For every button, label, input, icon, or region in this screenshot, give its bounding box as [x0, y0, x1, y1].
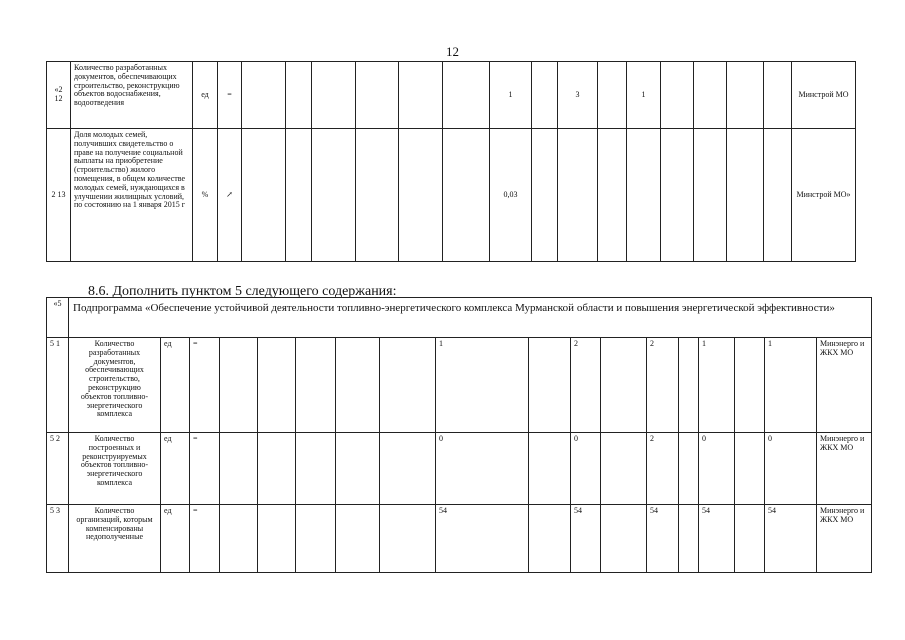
responsible-cell: Минэнерго и ЖКХ МО [817, 338, 872, 433]
value-cell: 1 [490, 62, 532, 129]
indicators-table-bottom [46, 297, 872, 573]
value-cell: 0,03 [490, 129, 532, 262]
indicators-table-top [46, 61, 856, 262]
subprogram-title: Подпрограмма «Обеспечение устойчивой деятельности топливно-энергетического комплекса Мурманской области и повышения энергетической эффективности» [69, 298, 872, 338]
row-number: «5 [47, 298, 69, 338]
value-cell: 2 [571, 338, 601, 433]
responsible-cell: Минэнерго и ЖКХ МО [817, 505, 872, 573]
table-row [47, 505, 872, 573]
row-number: 5 3 [47, 505, 69, 573]
value-cell: 0 [436, 433, 529, 505]
indicator-name: Количество организаций, которым компенсированы недополученные [69, 505, 161, 573]
table-row [47, 62, 856, 129]
indicator-name: Количество разработанных документов, обеспечивающих строительство, реконструкцию объектов топливно-энергетического комплекса [69, 338, 161, 433]
trend-cell: = [218, 62, 242, 129]
responsible-cell: Минэнерго и ЖКХ МО [817, 433, 872, 505]
value-cell: 2 [647, 433, 679, 505]
unit-cell: ед [193, 62, 218, 129]
table-row [47, 338, 872, 433]
trend-cell: = [190, 433, 220, 505]
row-number: 5 1 [47, 338, 69, 433]
value-cell: 3 [558, 62, 598, 129]
value-cell: 0 [765, 433, 817, 505]
indicator-name: Количество разработанных документов, обеспечивающих строительство, реконструкцию объектов водоснабжения, водоотведения [71, 62, 193, 129]
page-number: 12 [446, 44, 459, 59]
row-number: «2 12 [47, 62, 71, 129]
section-heading: 8.6. Дополнить пунктом 5 следующего содержания: [88, 284, 397, 299]
value-cell: 54 [571, 505, 601, 573]
row-number: 2 13 [47, 129, 71, 262]
value-cell: 1 [699, 338, 735, 433]
responsible-cell: Минстрой МО» [792, 129, 856, 262]
value-cell: 54 [436, 505, 529, 573]
trend-cell: = [190, 338, 220, 433]
value-cell: 54 [647, 505, 679, 573]
value-cell: 54 [765, 505, 817, 573]
indicator-name: Доля молодых семей, получивших свидетельство о праве на получение социальной выплаты на приобретение (строительство) жилого помещения, в общем количестве молодых семей, нуждающихся в улучшении жилищных условий, по состоянию на 1 января 2015 г [71, 129, 193, 262]
indicator-name: Количество построенных и реконструируемых объектов топливно-энергетического комплекса [69, 433, 161, 505]
value-cell: 1 [627, 62, 661, 129]
table-row [47, 129, 856, 262]
value-cell: 0 [699, 433, 735, 505]
responsible-cell: Минстрой МО [792, 62, 856, 129]
value-cell: 1 [765, 338, 817, 433]
row-number: 5 2 [47, 433, 69, 505]
subprogram-row [47, 298, 872, 338]
trend-cell: ↗ [218, 129, 242, 262]
value-cell: 0 [571, 433, 601, 505]
value-cell: 1 [436, 338, 529, 433]
table-row [47, 433, 872, 505]
value-cell: 2 [647, 338, 679, 433]
value-cell: 54 [699, 505, 735, 573]
unit-cell: ед [161, 433, 190, 505]
unit-cell: % [193, 129, 218, 262]
unit-cell: ед [161, 505, 190, 573]
unit-cell: ед [161, 338, 190, 433]
trend-cell: = [190, 505, 220, 573]
